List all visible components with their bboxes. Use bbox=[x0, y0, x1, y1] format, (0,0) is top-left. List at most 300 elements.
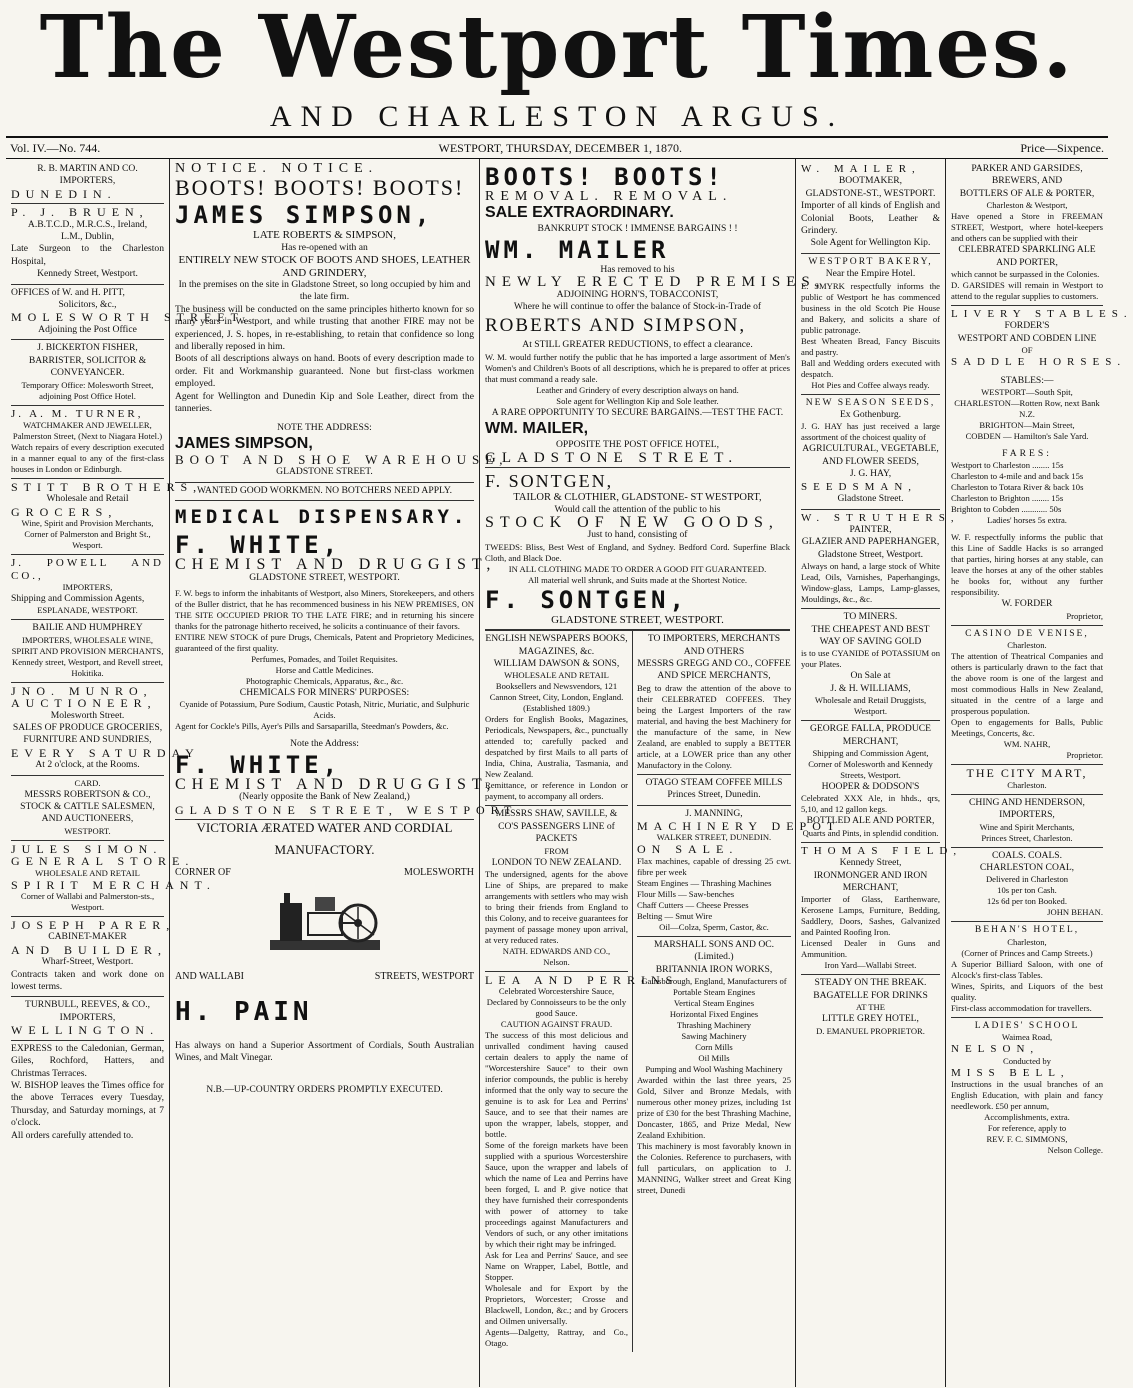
ad-line: IN ALL CLOTHING MADE TO ORDER A GOOD FIT GUARANTEED. bbox=[508, 563, 767, 574]
ad-livery bbox=[951, 306, 1133, 626]
ad-heading: BEHAN'S HOTEL, bbox=[974, 924, 1080, 936]
ad-line: Nelson College. bbox=[1047, 1144, 1103, 1155]
ad-line: CAUTION AGAINST FRAUD. bbox=[500, 1019, 613, 1030]
ad-line: D. GARSIDES will remain in Westport to attend to the regular supplies to customers. bbox=[951, 280, 1103, 302]
ad-line: 10s per ton Cash. bbox=[997, 885, 1057, 896]
ad-heading: F. WHITE, bbox=[175, 750, 342, 779]
ad-line: ADJOINING HORN'S, TOBACCONIST, bbox=[556, 288, 719, 300]
ad-line: (Corner of Princes and Camp Streets.) bbox=[961, 947, 1093, 958]
ad-line: is to use CYANIDE of POTASSIUM on your Plates. bbox=[801, 648, 940, 670]
ad-line: Have opened a Store in FREEMAN STREET, Westport, where hotel-keepers and others can be supplied with their bbox=[951, 211, 1103, 244]
ad-line: A.B.T.C.D., M.R.C.S., Ireland, bbox=[27, 218, 148, 230]
ad-city-mart bbox=[951, 765, 1103, 794]
ad-line: Gladstone Street, Westport. bbox=[817, 548, 924, 560]
ad-line: Wine and Spirit Merchants, bbox=[979, 821, 1075, 832]
ad-line: Hot Pies and Coffee always ready. bbox=[811, 379, 930, 390]
ad-heading: SALE EXTRAORDINARY. bbox=[485, 204, 674, 222]
ad-line: WM. NAHR, bbox=[1003, 739, 1051, 750]
ad-line: Leather and Grindery of every description always on hand. bbox=[536, 384, 739, 395]
ad-heading: MACHINERY DEPOT bbox=[637, 818, 841, 833]
ad-line: NATH. EDWARDS AND CO., bbox=[502, 945, 611, 956]
engine-illustration bbox=[175, 885, 474, 965]
ad-line: GLADSTONE STREET, WESTPORT. bbox=[551, 613, 724, 626]
ad-heading: JULES SIMON. bbox=[11, 841, 163, 856]
ad-heading: J. MANNING, bbox=[685, 807, 743, 819]
ad-line: AUCTIONEER, bbox=[11, 696, 157, 711]
ad-line: PAINTER, bbox=[849, 523, 892, 535]
ad-line: Sole Agent for Wellington Kip. bbox=[810, 237, 931, 249]
ad-line: AT THE bbox=[855, 1002, 886, 1013]
ad-line: Kennedy street, Westport, and Revell street, Hokitika. bbox=[12, 656, 163, 678]
masthead bbox=[6, 0, 1108, 100]
issue-price: Price—Sixpence. bbox=[1020, 141, 1104, 155]
ad-line: Sole agent for Wellington Kip and Sole leather. bbox=[556, 395, 719, 406]
steam-engine-icon bbox=[260, 885, 390, 965]
ad-line: Proprietor. bbox=[1066, 750, 1103, 761]
ad-line: Watch repairs of every description executed in a manner equal to any of the first-class houses in London or Edinburgh. bbox=[11, 441, 164, 474]
ad-line: Corner of Wallabi and Palmerston-sts., Westport. bbox=[20, 891, 155, 913]
ad-line: ENTIRE NEW STOCK of pure Drugs, Chemicals, Patent and Proprietory Medicines, guaranteed of the first quality. bbox=[175, 631, 474, 653]
fare-row: Charleston to 4-mile and and back 15s bbox=[951, 471, 1084, 482]
columns bbox=[6, 159, 1133, 1387]
ad-line: Always on hand, a large stock of White Lead, Oils, Varnishes, Paperhangings, Window-glass, Lamps, Lamp-glasses, Mouldings, &c., &c. bbox=[801, 561, 940, 605]
ad-heading: MESSRS ROBERTSON & CO., bbox=[24, 788, 151, 800]
ad-express bbox=[11, 1041, 164, 1145]
ad-line: Perfumes, Pomades, and Toilet Requisites. bbox=[251, 653, 398, 664]
ad-heading: NOTICE. NOTICE. bbox=[175, 161, 379, 176]
ad-heading: CHEMIST AND DRUGGIST, bbox=[175, 556, 497, 574]
ad-line: AND BUILDER, bbox=[11, 942, 167, 957]
ad-line: Wines, Spirits, and Liquors of the best quality. bbox=[951, 980, 1103, 1002]
ad-line: 12s 6d per ton Booked. bbox=[987, 896, 1067, 907]
ad-line: MOLESWORTH STREET, bbox=[11, 310, 253, 325]
ad-line: CORNER OF bbox=[175, 866, 231, 878]
ad-line: BREWERS, AND bbox=[991, 175, 1063, 187]
ad-line: Instructions in the usual branches of an English Education, with plain and fancy needlework. £50 per annum, bbox=[951, 1078, 1103, 1111]
ad-heading: NEW SEASON SEEDS, bbox=[805, 396, 936, 408]
ad-line: Molesworth Street. bbox=[50, 709, 125, 721]
ad-heading: BAILIE AND HUMPHREY bbox=[32, 622, 143, 634]
ad-heading: TO MINERS. bbox=[843, 611, 898, 623]
ad-line: COBDEN — Hamilton's Sale Yard. bbox=[965, 431, 1089, 442]
ad-heading: LADIES' SCHOOL bbox=[974, 1019, 1080, 1031]
ad-otago bbox=[637, 775, 791, 806]
ad-line: W. FORDER bbox=[1001, 598, 1053, 610]
ad-heading: H. PAIN bbox=[175, 996, 313, 1027]
ad-line: Orders for English Books, Magazines, Periodicals, Newspapers, &c., punctually attended to; carefully packed and despatched by first Mails to all parts of India, China, Australia, Tasmania, and New Zealand. bbox=[485, 714, 628, 780]
ad-heading: STEADY ON THE BREAK. bbox=[814, 977, 927, 989]
ad-line: FROM bbox=[544, 845, 569, 856]
ad-line: CHEMICALS FOR MINERS' PURPOSES: bbox=[239, 686, 410, 698]
ad-line: Celebrated Worcestershire Sauce, Declared by Connoisseurs to be the only good Sauce. bbox=[486, 986, 627, 1019]
ad-line: Has removed to his bbox=[600, 263, 675, 275]
ad-line: LONDON TO NEW ZEALAND. bbox=[491, 856, 622, 868]
ad-heading: BOOT AND SHOE WAREHOUSE, bbox=[175, 451, 509, 467]
ad-miners bbox=[801, 609, 940, 721]
ad-line: AND AUCTIONEERS, bbox=[41, 813, 134, 825]
ad-line: IMPORTERS, WHOLESALE WINE, SPIRIT AND PROVISION MERCHANTS, bbox=[11, 634, 164, 656]
ad-pain bbox=[175, 820, 474, 1100]
ad-heading: BOOTS! BOOTS! bbox=[485, 163, 725, 191]
ad-heading: JOSEPH PARER, bbox=[11, 918, 176, 933]
ad-line: Importer of Glass, Earthenware, Kerosene Lamps, Furniture, Bedding, Saddlery, Doors, Sashes, Galvanized and Painted Roofing Iron. bbox=[801, 894, 940, 938]
ad-line: Princes Street, Dunedin. bbox=[667, 789, 761, 801]
ad-line: GLADSTONE-ST., WESTPORT. bbox=[805, 187, 936, 199]
fare-row: Westport to Charleston ........ 15s bbox=[951, 460, 1064, 471]
ad-line: which cannot be surpassed in the Colonies. bbox=[951, 269, 1100, 280]
ad-line: Has re-opened with an bbox=[281, 241, 368, 253]
ad-heading: CHEMIST AND DRUGGIST, bbox=[175, 775, 497, 793]
ad-line: EVERY SATURDAY bbox=[11, 745, 200, 760]
ad-line: Note the Address: bbox=[290, 738, 359, 750]
ad-heading: SADDLE HORSES. bbox=[951, 356, 1127, 369]
ad-line: REV. F. C. SIMMONS, bbox=[986, 1133, 1068, 1144]
ad-line: IMPORTERS, bbox=[59, 175, 116, 187]
ad-turnbull bbox=[11, 997, 164, 1040]
ad-heading: GLADSTONE STREET. bbox=[485, 449, 739, 466]
ad-line: Proprietor, bbox=[1066, 610, 1103, 621]
ad-heading: JAMES SIMPSON, bbox=[175, 434, 313, 452]
ad-line: CABINET-MAKER bbox=[48, 931, 127, 943]
ad-line: D. EMANUEL PROPRIETOR. bbox=[816, 1025, 925, 1036]
ad-line: Ladies' horses 5s extra. bbox=[987, 515, 1067, 526]
ad-line: GLAZIER AND PAPERHANGER, bbox=[801, 536, 940, 548]
ad-line: WESTPORT—South Spit, bbox=[981, 387, 1073, 398]
ad-marshall bbox=[637, 937, 791, 1199]
ad-line: Licensed Dealer in Guns and Ammunition. bbox=[801, 938, 940, 960]
ad-heading: JAMES SIMPSON, bbox=[175, 201, 434, 230]
ad-line: AGRICULTURAL, VEGETABLE, AND FLOWER SEEDS, bbox=[802, 443, 939, 467]
ad-line: F. W. begs to inform the inhabitants of Westport, also Miners, Storekeepers, and others of the Buller district, that he has recommenced business in his NEW PREMISES, ON THE SITE OCCUPIED PRIOR TO THE LATE FIRE; and in returning his sincere thanks for the patronage hitherto received, he solicits a continuance of their favors. bbox=[175, 587, 474, 631]
ad-heading: THE CITY MART, bbox=[966, 766, 1088, 781]
col3-subcolumn-right bbox=[633, 631, 841, 1352]
ad-line: WHOLESALE AND RETAIL bbox=[35, 867, 140, 878]
ad-bailie bbox=[11, 620, 164, 682]
ad-stitt bbox=[11, 479, 203, 555]
ad-martin bbox=[11, 161, 164, 204]
ad-line: First-class accommodation for travellers. bbox=[951, 1002, 1092, 1013]
ad-heading: F. WHITE, bbox=[175, 531, 342, 560]
ad-line: Beg to draw the attention of the above to their CELEBRATED COFFEES. They being the Largest Importers of the raw material, and having the best Machinery for the manufacture of the same, in New Zealand, are enabled to supply a BETTER article, at a LOWER price than any other Manufactory in the Colony. bbox=[637, 682, 791, 770]
ad-line: ESPLANADE, WESTPORT. bbox=[37, 605, 138, 616]
ad-line: BOOTMAKER, bbox=[838, 175, 903, 187]
ad-heading: WM. MAILER, bbox=[485, 420, 589, 438]
ad-line: At 2 o'clock, at the Rooms. bbox=[35, 759, 140, 771]
ad-line: Would call the attention of the public to his bbox=[554, 504, 721, 516]
ad-falla bbox=[801, 721, 940, 843]
ad-line: WANTED GOOD WORKMEN. NO BOTCHERS NEED APPLY. bbox=[196, 484, 453, 496]
ad-white bbox=[175, 501, 526, 820]
ad-line: On Sale at bbox=[850, 670, 891, 682]
ad-line: STOCK & CATTLE SALESMEN, bbox=[20, 801, 155, 812]
ad-line: Where he will continue to offer the balance of Stock-in-Trade of bbox=[513, 301, 762, 313]
ad-bagatelle bbox=[801, 975, 940, 1039]
ad-munro bbox=[11, 683, 200, 776]
ad-heading: W. MAILER, bbox=[801, 163, 921, 175]
ad-line: SPIRIT MERCHANT. bbox=[11, 877, 216, 892]
ad-line: Flax machines, capable of dressing 25 cwt. fibre per week bbox=[637, 855, 791, 877]
ad-line: Kennedy Street, bbox=[839, 857, 902, 869]
ad-heading: WESTPORT BAKERY, bbox=[808, 255, 933, 267]
ad-line: Contracts taken and work done on lowest terms. bbox=[11, 968, 164, 993]
dateline-bar bbox=[6, 138, 1108, 159]
ad-line: Wholesale and Retail Druggists, Westport. bbox=[814, 695, 927, 717]
ad-fisher bbox=[11, 340, 164, 405]
ad-heading: THOMAS FIELD, bbox=[801, 844, 963, 857]
ad-line: Chaff Cutters — Cheese Presses bbox=[637, 899, 749, 910]
issue-date: WESTPORT, THURSDAY, DECEMBER 1, 1870. bbox=[438, 141, 683, 155]
ad-heading: J. POWELL AND CO., bbox=[11, 557, 164, 582]
ad-line: (Nearly opposite the Bank of New Zealand,) bbox=[239, 791, 410, 803]
ad-heading: ROBERTS AND SIMPSON, bbox=[485, 315, 747, 337]
ad-line: Just to hand, consisting of bbox=[587, 529, 688, 541]
ad-line: W. M. would further notify the public that he has imported a large assortment of Men's Women's and Children's Boots of all descriptions, which he is prepared to offer at prices that must command a ready sale. bbox=[485, 351, 790, 384]
ad-hay bbox=[801, 395, 940, 510]
ad-line: Shipping and Commission Agents, bbox=[11, 592, 145, 604]
ad-line: MOLESWORTH bbox=[404, 866, 474, 878]
ad-heading: GEORGE FALLA, PRODUCE MERCHANT, bbox=[809, 723, 932, 747]
ad-line: Belting — Smut Wire bbox=[637, 910, 713, 921]
ad-line: The success of this most delicious and unrivalled condiment having caused certain dealers to apply the name of "Worcestershire Sauce" to their own inferior compounds, the public is hereby informed that the only way to secure the genuine is to ask for Lea and Perrins' Sauce, and to see that their names are upon the wrapper, labels, stopper, and bottle. bbox=[485, 1030, 628, 1140]
column-3 bbox=[480, 159, 841, 1387]
ad-ladies-school bbox=[951, 1018, 1103, 1159]
ad-heading: F. SONTGEN, bbox=[485, 585, 688, 614]
ad-line: Charleston, bbox=[1007, 936, 1047, 947]
ad-line: BANKRUPT STOCK ! IMMENSE BARGAINS ! ! bbox=[537, 223, 738, 235]
ad-line: Ball and Wedding orders executed with despatch. bbox=[801, 357, 940, 379]
corner-row bbox=[175, 867, 474, 879]
ad-line: WHOLESALE AND RETAIL bbox=[504, 670, 609, 681]
ad-heading: TURNBULL, REEVES, & CO., bbox=[25, 999, 150, 1011]
ad-line: Photographic Chemicals, Apparatus, &c., &c. bbox=[245, 675, 404, 686]
ad-line: Best Wheaten Bread, Fancy Biscuits and pastry. bbox=[801, 335, 940, 357]
ad-line: All material well shrunk, and Suits made at the Shortest Notice. bbox=[527, 574, 748, 585]
ad-heading: ON SALE. bbox=[637, 842, 739, 857]
ad-label: CARD. bbox=[74, 777, 101, 788]
ad-line: Celebrated XXX Ale, in hhds., qrs, 5,10, and 12 gallon kegs. bbox=[801, 793, 940, 815]
ad-line: W. F. respectfully informs the public that this Line of Saddle Hacks is so arranged that parties, hiring horses at any stable, can leave the horses at any of the other stables he books for, without any further responsibility. bbox=[951, 532, 1103, 598]
ad-heading: OFFICES of W. and H. PITT, bbox=[11, 286, 125, 298]
ad-line: JOHN BEHAN. bbox=[1047, 907, 1103, 918]
ad-line: DUNEDIN. bbox=[11, 186, 117, 201]
ad-robertson bbox=[11, 776, 164, 841]
ad-line: J. G. HAY, bbox=[849, 468, 892, 480]
ad-heading: CASINO DE VENISE, bbox=[965, 627, 1089, 639]
newspaper-subtitle: AND CHARLESTON ARGUS. bbox=[269, 100, 845, 133]
ad-ching bbox=[951, 795, 1103, 848]
ad-casino bbox=[951, 626, 1103, 765]
ad-field bbox=[801, 843, 963, 976]
ad-line: GLADSTONE STREET, WESTPORT. bbox=[175, 802, 526, 817]
ad-heading: STABLES:— bbox=[1000, 374, 1054, 386]
ad-behan bbox=[951, 922, 1103, 1017]
column-2 bbox=[170, 159, 526, 1387]
ad-heading: STOCK OF NEW GOODS, bbox=[485, 513, 779, 531]
ad-pitt bbox=[11, 285, 253, 341]
ad-heading: MANUFACTORY. bbox=[274, 842, 375, 858]
ad-shaw bbox=[485, 806, 628, 972]
ad-line: Adjoining the Post Office bbox=[38, 323, 137, 335]
ad-line: Oil—Colza, Sperm, Castor, &c. bbox=[659, 921, 769, 932]
ad-mailer bbox=[485, 161, 826, 468]
ad-line: Ex Gothenburg. bbox=[839, 409, 902, 421]
ad-line: The undersigned, agents for the above Line of Ships, are prepared to make arrangements with settlers who may wish to bring their friends from England to this Colony, and to receive guarantees for payment of passage money upon arrival, at very reduced rates. bbox=[485, 868, 628, 945]
ad-line: BOTTLED ALE AND PORTER, bbox=[806, 815, 935, 827]
ad-line: Charleston. bbox=[1007, 640, 1047, 651]
streets-row bbox=[175, 971, 474, 983]
ad-line: FORDER'S bbox=[1004, 320, 1050, 332]
ad-parer bbox=[11, 917, 176, 997]
ad-line: L.M., Dublin, bbox=[60, 231, 115, 243]
ad-heading: OTAGO STEAM COFFEE MILLS bbox=[645, 776, 783, 788]
ad-line: Charleston. bbox=[1007, 779, 1047, 790]
ad-heading: NELSON, bbox=[951, 1043, 1040, 1056]
ad-line: OF bbox=[1021, 345, 1033, 356]
ad-lea-perrins bbox=[485, 972, 679, 1352]
ad-line: In the premises on the site in Gladstone Street, so long occupied by him and the late firm. bbox=[178, 279, 471, 303]
ad-line: GLADSTONE STREET, WESTPORT. bbox=[249, 571, 400, 583]
ad-line: WESTPORT AND COBDEN LINE bbox=[957, 332, 1097, 344]
ad-heading: THE CHEAPEST AND BEST WAY OF SAVING GOLD bbox=[811, 623, 930, 647]
ad-line: Awarded within the last three years, 25 Gold, Silver and Bronze Medals, with numerous other money prizes, including 1st prize of £30 for the best Thrashing Machine, Doncaster, 1865, and Prize Medal, New Zealand Exhibition. bbox=[637, 1074, 791, 1140]
ad-line: J. G. HAY has just received a large assortment of the choicest quality of bbox=[801, 421, 940, 443]
ad-line: Solicitors, &c., bbox=[58, 299, 117, 311]
ad-line: LATE ROBERTS & SIMPSON, bbox=[253, 229, 396, 242]
ad-line: CHARLESTON—Rotten Row, next Bank N.Z. bbox=[954, 398, 1100, 420]
ad-heading: LIVERY STABLES. bbox=[951, 308, 1133, 321]
ad-line: Temporary Office: Molesworth Street, adjoining Post Office Hotel. bbox=[21, 379, 154, 401]
ad-heading: VICTORIA ÆRATED WATER AND CORDIAL bbox=[196, 819, 453, 835]
ad-line: All orders carefully attended to. bbox=[11, 1129, 134, 1141]
ad-line: BARRISTER, SOLICITOR & CONVEYANCER. bbox=[28, 354, 147, 379]
fare-row: Charleston to Brighton ........ 15s bbox=[951, 493, 1064, 504]
ad-heading: CHING AND HENDERSON, IMPORTERS, bbox=[969, 796, 1085, 821]
ad-line: A RARE OPPORTUNITY TO SECURE BARGAINS.—TEST THE FACT. bbox=[491, 406, 784, 418]
ad-line: For reference, apply to bbox=[987, 1122, 1067, 1133]
ad-heading: COALS. COALS. bbox=[991, 849, 1063, 861]
ad-line: WELLINGTON. bbox=[11, 1023, 160, 1038]
ad-heading: BAGATELLE FOR DRINKS bbox=[813, 989, 928, 1001]
ad-line: Delivered in Charleston bbox=[985, 874, 1069, 885]
ad-line: GROCERS, bbox=[11, 504, 118, 519]
ad-heading: TO IMPORTERS, MERCHANTS AND OTHERS bbox=[647, 633, 781, 657]
ad-powell bbox=[11, 555, 164, 620]
ad-struthers bbox=[801, 510, 960, 610]
ad-heading: FARES: bbox=[1002, 448, 1052, 460]
ad-heading: ENGLISH NEWSPAPERS BOOKS, MAGAZINES, &c. bbox=[485, 633, 628, 657]
ad-line: ENTIRELY NEW STOCK OF BOOTS AND SHOES, LEATHER AND GRINDERY, bbox=[178, 254, 471, 279]
ad-line: This machinery is most favorably known in the Colonies. Reference to purchasers, with full particulars, on application to J. MANNING, Walker street and Great King street, Dunedi bbox=[637, 1140, 791, 1195]
ad-sontgen bbox=[485, 468, 790, 630]
ad-line: Wholesale and for Export by the Proprietors, Worcester; Crosse and Blackwell, London, &c.; and by Grocers and Oilmen universally. bbox=[485, 1283, 628, 1327]
ad-heading: MESSRS GREGG AND CO., COFFEE AND SPICE MERCHANTS, bbox=[637, 657, 791, 682]
ad-heading: BRITANNIA IRON WORKS, bbox=[655, 963, 773, 975]
ad-line: Agent for Cockle's Pills, Ayer's Pills and Sarsaparilla, Steedman's Powders, &c. bbox=[175, 721, 449, 732]
ad-line: Portable Steam Engines Vertical Steam Engines Horizontal Fixed Engines Thrashing Machinery Sawing Machinery Corn Mills Oil Mills Pumping and Wool Washing Machinery bbox=[645, 986, 783, 1074]
ad-line: Ask for Lea and Perrins' Sauce, and see Name on Wrapper, Label, Bottle, and Stopper. bbox=[485, 1250, 628, 1283]
ad-heading: WILLIAM DAWSON & SONS, bbox=[493, 657, 620, 669]
ad-heading: LITTLE GREY HOTEL, bbox=[822, 1013, 919, 1025]
ad-line: N.B.—UP-COUNTRY ORDERS PROMPTLY EXECUTED. bbox=[206, 1084, 443, 1096]
ad-line: Agents—Dalgetty, Rattray, and Co., Otago. bbox=[485, 1327, 628, 1349]
ad-line: (Established 1809.) bbox=[523, 703, 590, 714]
ad-line: SALES OF PRODUCE GROCERIES, FURNITURE AND SUNDRIES, bbox=[12, 721, 163, 746]
ad-line: BRIGHTON—Main Street, bbox=[979, 420, 1075, 431]
ad-heading: LEA AND PERRINS bbox=[485, 972, 679, 987]
ad-heading: J. BICKERTON FISHER, bbox=[37, 342, 138, 354]
ad-line: W. BISHOP leaves the Times office for the above Terraces every Tuesday, Thursday, and Saturday mornings, at 7 o'clock. bbox=[11, 1079, 164, 1129]
ad-line: Conducted by bbox=[1003, 1055, 1051, 1066]
ad-line: Boots of all descriptions always on hand. Boots of every description made to order. Fit and Workmanship guaranteed. None but first-class workmen employed. bbox=[175, 353, 474, 390]
ad-wanted bbox=[175, 483, 474, 501]
ad-line: A Superior Billiard Saloon, with one of Alcock's first-class Tables. bbox=[951, 958, 1103, 980]
ad-heading: J. A. M. TURNER, bbox=[11, 407, 144, 420]
ad-heading: BOOTS! BOOTS! BOOTS! bbox=[175, 175, 465, 201]
ad-coal bbox=[951, 848, 1103, 923]
ad-line: Nelson. bbox=[543, 956, 570, 967]
ad-line: Gainsborough, England, Manufacturers of bbox=[641, 975, 787, 986]
ad-line: Cyanide of Potassium, Pure Sodium, Caustic Potash, Nitric, Muriatic, and Sulphuric Acids. bbox=[179, 699, 470, 721]
ad-heading: W. STRUTHERS, bbox=[801, 511, 960, 524]
ad-heading: HOOPER & DODSON'S bbox=[821, 780, 920, 792]
ad-manning bbox=[637, 806, 841, 937]
ad-heading: MEDICAL DISPENSARY. bbox=[175, 506, 469, 529]
ad-line: TAILOR & CLOTHIER, GLADSTONE- ST WESTPORT, bbox=[513, 492, 762, 504]
ad-heading: P. J. BRUEN, bbox=[11, 205, 149, 220]
ad-heading: JNO. MUNRO, bbox=[11, 683, 153, 698]
volume-number: Vol. IV.—No. 744. bbox=[10, 141, 101, 155]
ad-line: NOTE THE ADDRESS: bbox=[277, 421, 372, 433]
ad-line: Remittance, or reference in London or payment, to accompany all orders. bbox=[485, 780, 628, 802]
ad-line: EXPRESS to the Caledonian, German, Giles, Rochford, Hatters, and Christmas Terraces. bbox=[11, 1042, 164, 1079]
ad-line: GLADSTONE STREET. bbox=[276, 466, 373, 478]
ad-line: Princes Street, Charleston. bbox=[981, 832, 1073, 843]
ad-w-mailer bbox=[801, 161, 940, 254]
ad-heading: NEWLY ERECTED PREMISES, bbox=[485, 274, 826, 291]
ad-heading: MISS BELL, bbox=[951, 1066, 1070, 1079]
ad-dawson bbox=[485, 631, 628, 806]
ad-bruen bbox=[11, 204, 164, 284]
ad-heading: R. B. MARTIN AND CO. bbox=[37, 163, 138, 174]
fare-row: Brighton to Cobden ............ 50s bbox=[951, 504, 1062, 515]
ad-line: Wine, Spirit and Provision Merchants, Corner of Palmerston and Bright St., Wesport. bbox=[21, 518, 154, 551]
ad-line: Near the Empire Hotel. bbox=[825, 268, 916, 280]
ad-heading: REMOVAL. REMOVAL. bbox=[485, 189, 733, 204]
column-4 bbox=[796, 159, 963, 1387]
ad-line: IMPORTERS, bbox=[62, 581, 113, 592]
ad-line: Late Surgeon to the Charleston Hospital, bbox=[11, 243, 164, 267]
ad-bakery bbox=[801, 254, 940, 395]
ad-line: IMPORTERS, bbox=[59, 1011, 116, 1023]
ad-line: Corner of Molesworth and Kennedy Streets, Westport. bbox=[808, 758, 933, 780]
ad-line: AND WALLABI bbox=[175, 971, 244, 983]
ad-heading: F. SONTGEN, bbox=[485, 471, 614, 492]
ad-line: Gladstone Street. bbox=[837, 493, 904, 505]
ad-line: TWEEDS: Bliss, Best West of England, and Sydney. Bedford Cord. Superfine Black Cloth, and Black Doe. bbox=[485, 541, 790, 563]
ad-line: Importer of all kinds of English and Colonial Boots, Leather & Grindery. bbox=[801, 200, 940, 237]
ad-line: WALKER STREET, DUNEDIN. bbox=[656, 832, 772, 843]
ad-line: The attention of Theatrical Companies and others is particularly drawn to the fact that the above room is one of the largest and most commodious Halls in New Zealand, situated in the centre of a large and prosperous population. bbox=[951, 651, 1103, 717]
ad-line: CELEBRATED SPARKLING ALE AND PORTER, bbox=[958, 244, 1096, 268]
ad-line: Wholesale and Retail bbox=[46, 493, 129, 505]
ad-line: Iron Yard—Wallabi Street. bbox=[824, 960, 917, 971]
ad-line: Open to engagements for Balls, Public Meetings, Concerts, &c. bbox=[951, 717, 1103, 739]
ad-line: Shipping and Commission Agent, bbox=[812, 747, 929, 758]
ad-line: IRONMONGER AND IRON MERCHANT, bbox=[813, 869, 928, 893]
ad-heading: CHARLESTON COAL, bbox=[979, 861, 1075, 873]
ad-turner bbox=[11, 406, 164, 479]
ad-line: Booksellers and Newsvendors, 121 Cannon Street, City, London, England. bbox=[489, 681, 624, 703]
